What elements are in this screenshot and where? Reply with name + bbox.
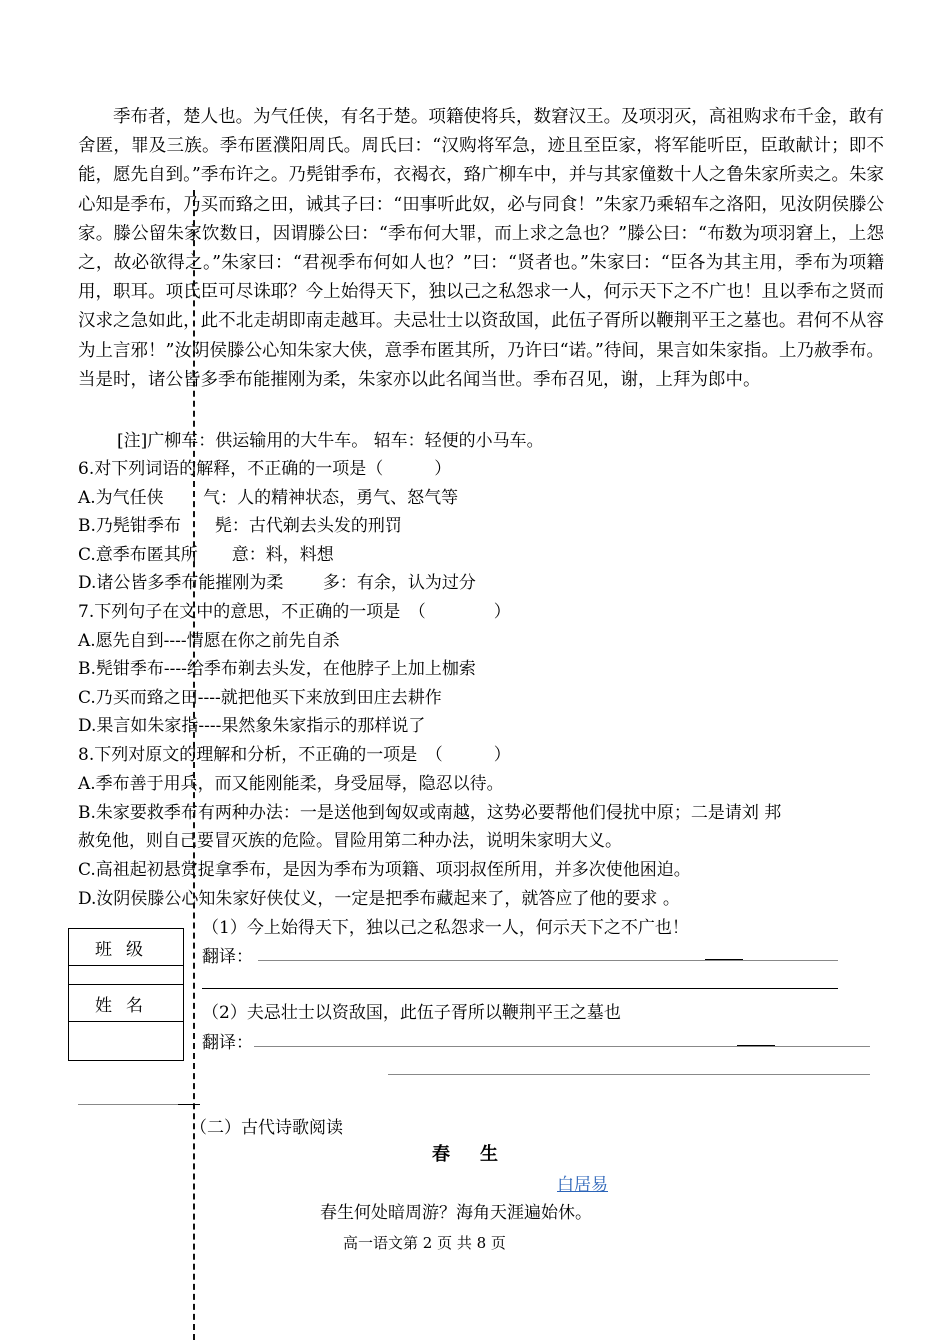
translation-sentence-1: （1）今上始得天下，独以己之私怨求一人，何示天下之不广也！	[202, 918, 689, 938]
name-field[interactable]	[69, 1022, 184, 1061]
question-6-option-b: B.乃髡钳季布 髡：古代剃去头发的刑罚	[78, 516, 402, 536]
question-7-option-a: A.愿先自到----情愿在你之前先自杀	[78, 631, 340, 651]
question-6-stem: 6.对下列词语的解释，不正确的一项是（ ）	[78, 459, 452, 479]
binding-cut-line	[193, 190, 195, 1340]
question-6-option-a: A.为气任侠 气：人的精神状态，勇气、怒气等	[78, 488, 459, 508]
question-8-option-b-cont: 赦免他，则自己要冒灭族的危险。冒险用第二种办法，说明朱家明大义。	[78, 831, 622, 851]
question-8-option-d: D.汝阴侯滕公心知朱家好侠仗义，一定是把季布藏起来了，就答应了他的要求 。	[78, 889, 680, 909]
annotation-note: [注]广柳车：供运输用的大牛车。 轺车：轻便的小马车。	[117, 431, 544, 451]
answer-line-1a-mark	[705, 959, 743, 960]
passage-text: 季布者，楚人也。为气任侠，有名于楚。项籍使将兵，数窘汉王。及项羽灭，高祖购求布千金，敢有舍匿，罪及三族。季布匿濮阳周氏。周氏曰：“汉购将军急，迹且至臣家，将军能听臣，臣敢献计；即不能，愿先自到。”季布许之。乃髡钳季布，衣褐衣，臵广柳车中，并与其家僮数十人之鲁朱家所卖之。朱家心知是季布，乃买而臵之田，诫其子曰：“田事听此奴，必与同食！”朱家乃乘轺车之洛阳，见汝阴侯滕公家。滕公留朱家饮数日，因谓滕公曰：“季布何大罪，而上求之急也？”滕公曰：“布数为项羽窘上，上怨之，故必欲得之。”朱家曰：“君视季布何如人也？”曰：“贤者也。”朱家曰：“臣各为其主用，季布为项籍用，职耳。项氏臣可尽诛耶？今上始得天下，独以己之私怨求一人，何示天下之不广也！且以季布之贤而汉求之急如此，此不北走胡即南走越耳。夫忌壮士以资敌国，此伍子胥所以鞭荆平王之墓也。君何不从容为上言邪！”汝阴侯滕公心知朱家大侠，意季布匿其所，乃许曰“诺。”待间，果言如朱家指。上乃赦季布。当是时，诸公皆多季布能摧刚为柔，朱家亦以此名闻当世。季布召见，谢，上拜为郎中。	[78, 107, 884, 390]
translation-label-2: 翻译：	[202, 1033, 253, 1053]
question-7-option-c: C.乃买而臵之田----就把他买下来放到田庄去耕作	[78, 688, 442, 708]
poem-title: 春生	[432, 1144, 528, 1165]
poem-author-link[interactable]: 白居易	[557, 1175, 608, 1195]
poem-line-1: 春生何处暗周游？海角天涯遍始休。	[320, 1203, 592, 1223]
class-label: 班级	[69, 929, 184, 966]
answer-line-2b[interactable]	[388, 1074, 870, 1075]
answer-line-1a[interactable]	[258, 960, 838, 961]
translation-sentence-2: （2）夫忌壮士以资敌国，此伍子胥所以鞭荆平王之墓也	[202, 1003, 621, 1023]
question-7-option-d: D.果言如朱家指----果然象朱家指示的那样说了	[78, 716, 426, 736]
section-heading: （二）古代诗歌阅读	[190, 1118, 343, 1138]
class-field[interactable]	[69, 966, 184, 985]
translation-label-1: 翻译：	[202, 947, 253, 967]
question-8-option-c: C.高祖起初悬赏捉拿季布，是因为季布为项籍、项羽叔侄所用，并多次使他困迫。	[78, 860, 691, 880]
question-6-option-d: D.诸公皆多季布能摧刚为柔 多：有余，认为过分	[78, 573, 476, 593]
margin-line-left	[78, 1104, 178, 1105]
name-label: 姓名	[69, 985, 184, 1022]
question-6-option-c: C.意季布匿其所 意：料，料想	[78, 545, 334, 565]
question-8-option-a: A.季布善于用兵，而又能刚能柔，身受屈辱，隐忍以待。	[78, 774, 504, 794]
answer-line-2a[interactable]	[254, 1046, 870, 1047]
question-8-stem: 8.下列对原文的理解和分析，不正确的一项是 （ ）	[78, 745, 511, 765]
question-7-stem: 7.下列句子在文中的意思，不正确的一项是 （ ）	[78, 602, 511, 622]
question-7-option-b: B.髡钳季布----给季布剃去头发，在他脖子上加上枷索	[78, 659, 476, 679]
student-info-table	[68, 928, 184, 1061]
answer-line-1b[interactable]	[202, 988, 838, 989]
page-footer: 高一语文第 2 页 共 8 页	[343, 1234, 506, 1252]
answer-line-2a-mark	[737, 1045, 775, 1046]
question-8-option-b: B.朱家要救季布有两种办法：一是送他到匈奴或南越，这势必要帮他们侵扰中原；二是请刘 邦	[78, 803, 782, 823]
classical-passage	[78, 103, 884, 395]
margin-line-dark	[178, 1104, 200, 1105]
